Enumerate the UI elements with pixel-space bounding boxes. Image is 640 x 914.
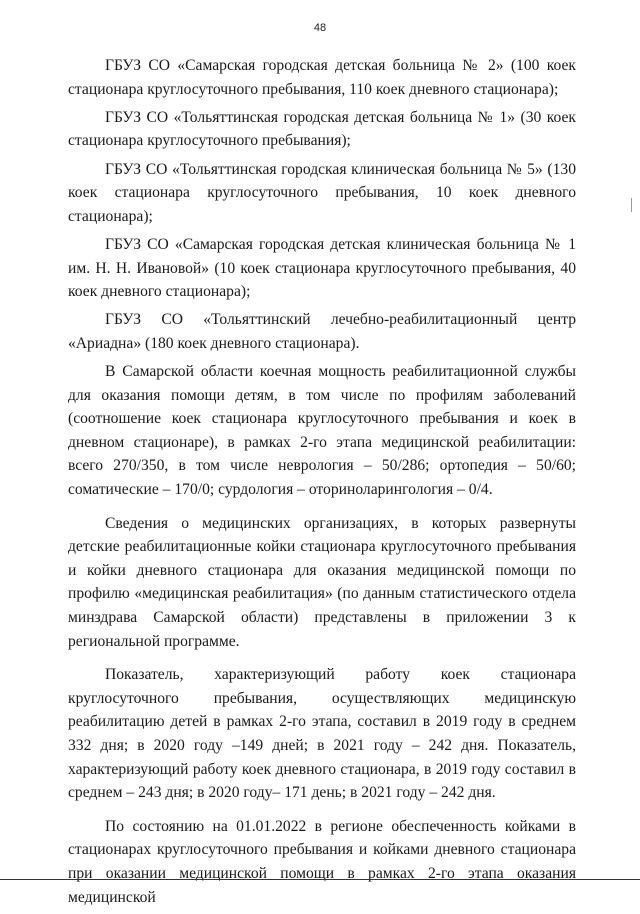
paragraph-bed-usage-indicator: Показатель, характеризующий работу коек стационара круглосуточного пребывания, осуществляющих медицинскую реабилитацию детей в рамках 2-го этапа, составил в 2019 году в среднем 332 дня; в 2020 году –149 дней; в 2021 году – 242 дня. Показатель, характеризующий работу коек дневного стационара, в 2019 году составил в среднем – 243 дня; в 2020 году– 171 день; в 2021 году – 242 дня.: [68, 666, 576, 802]
paragraph-hospital-5: ГБУЗ СО «Тольяттинский лечебно-реабилитационный центр «Ариадна» (180 коек дневного стационара).: [68, 311, 576, 352]
paragraph-organizations-info: Сведения о медицинских организациях, в которых развернуты детские реабилитационные койки стационара круглосуточного пребывания и койки дневного стационара для оказания медицинской помощи по профилю «медицинская реабилитация» (по данным статистического отдела минздрава Самарской области) представлены в приложении 3 к региональной программе.: [68, 514, 576, 650]
scan-artifact-mark: [631, 198, 632, 212]
paragraph-bed-capacity: В Самарской области коечная мощность реабилитационной службы для оказания помощи детям, в том числе по профилям заболеваний (соотношение коек стационара круглосуточного пребывания и коек в дневном стационаре), в рамках 2-го этапа медицинской реабилитации: всего 270/350, в том числе неврология – 50/286; ортопедия – 50/60; соматические – 170/0; сурдология – оториноларингология – 0/4.: [68, 363, 576, 499]
page-number: 48: [313, 22, 327, 34]
page-bottom-rule: [0, 879, 640, 880]
paragraph-bed-provision: По состоянию на 01.01.2022 в регионе обеспеченность койками в стационарах круглосуточного пребывания и койками дневного стационара при оказании медицинской помощи в рамках 2-го этапа оказания медицинской: [68, 817, 576, 906]
paragraph-hospital-1: ГБУЗ СО «Самарская городская детская больница № 2» (100 коек стационара круглосуточного пребывания, 110 коек дневного стационара);: [68, 57, 576, 98]
document-body: [68, 54, 576, 914]
paragraph-hospital-2: ГБУЗ СО «Тольяттинская городская детская больница № 1» (30 коек стационара круглосуточного пребывания);: [68, 108, 576, 150]
paragraph-hospital-3: ГБУЗ СО «Тольяттинская городская клиническая больница № 5» (130 коек стационара круглосуточного пребывания, 10 коек дневного стационара);: [68, 160, 576, 225]
paragraph-hospital-4: ГБУЗ СО «Самарская городская детская клиническая больница № 1 им. Н. Н. Ивановой» (10 коек стационара круглосуточного пребывания, 40 коек дневного стационара);: [68, 235, 576, 301]
